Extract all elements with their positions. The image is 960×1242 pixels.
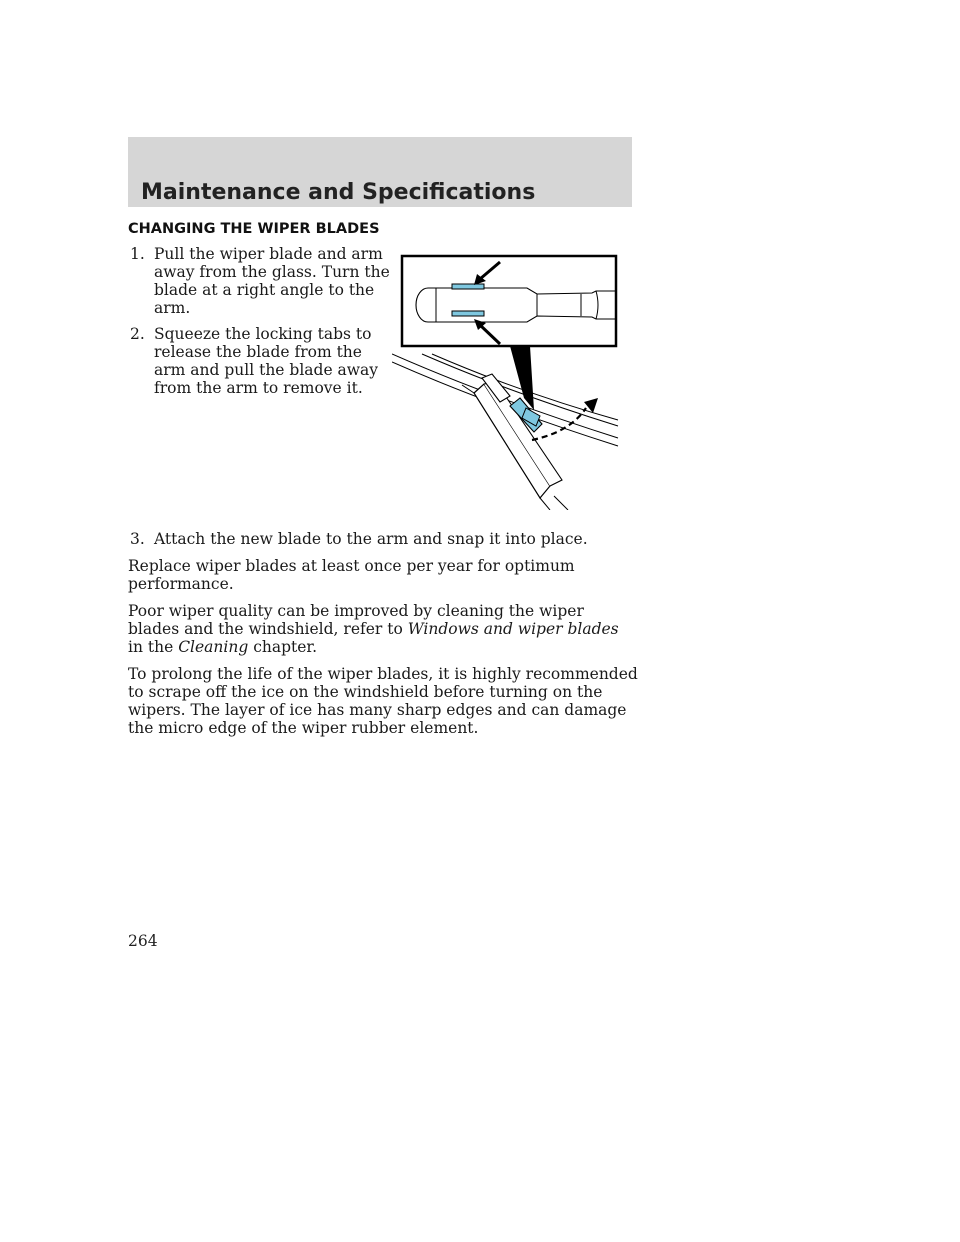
subheading: CHANGING THE WIPER BLADES (128, 221, 380, 237)
inset-box (402, 256, 616, 346)
step-text: Pull the wiper blade and arm away from the glass. Turn the blade at a right angle to the arm. (154, 245, 390, 317)
step-2 (130, 325, 392, 397)
locking-tab-top (452, 284, 484, 289)
step-number: 1. (130, 245, 145, 263)
reference-windows-wipers: Windows and wiper blades (407, 620, 619, 638)
section-title: Maintenance and Specifications (141, 180, 536, 205)
step-3 (130, 530, 588, 548)
paragraph-prolong: To prolong the life of the wiper blades, it is highly recommended to scrape off the ice on the windshield before turning on the wipers. The layer of ice has many sharp edges and can damage the micro edge of the wiper rubber element. (128, 665, 638, 737)
step-text: Attach the new blade to the arm and snap it into place. (154, 530, 588, 548)
step-number: 3. (130, 530, 145, 548)
reference-cleaning-chapter: Cleaning (178, 638, 249, 656)
wiper-blade-illustration (392, 248, 622, 510)
body-text (128, 557, 638, 746)
step-number: 2. (130, 325, 145, 343)
step-1 (130, 245, 392, 317)
locking-tab-bottom (452, 311, 484, 316)
paragraph-replace: Replace wiper blades at least once per year for optimum performance. (128, 557, 575, 593)
page-number: 264 (128, 932, 158, 950)
wiper-arm (474, 384, 550, 498)
steps-list (130, 245, 392, 405)
step-text: Squeeze the locking tabs to release the blade from the arm and pull the blade away from the arm to remove it. (154, 325, 379, 397)
paragraph-quality: Poor wiper quality can be improved by cleaning the wiper blades and the windshield, refer to Windows and wiper blades in the Cleaning chapter. (128, 602, 619, 656)
